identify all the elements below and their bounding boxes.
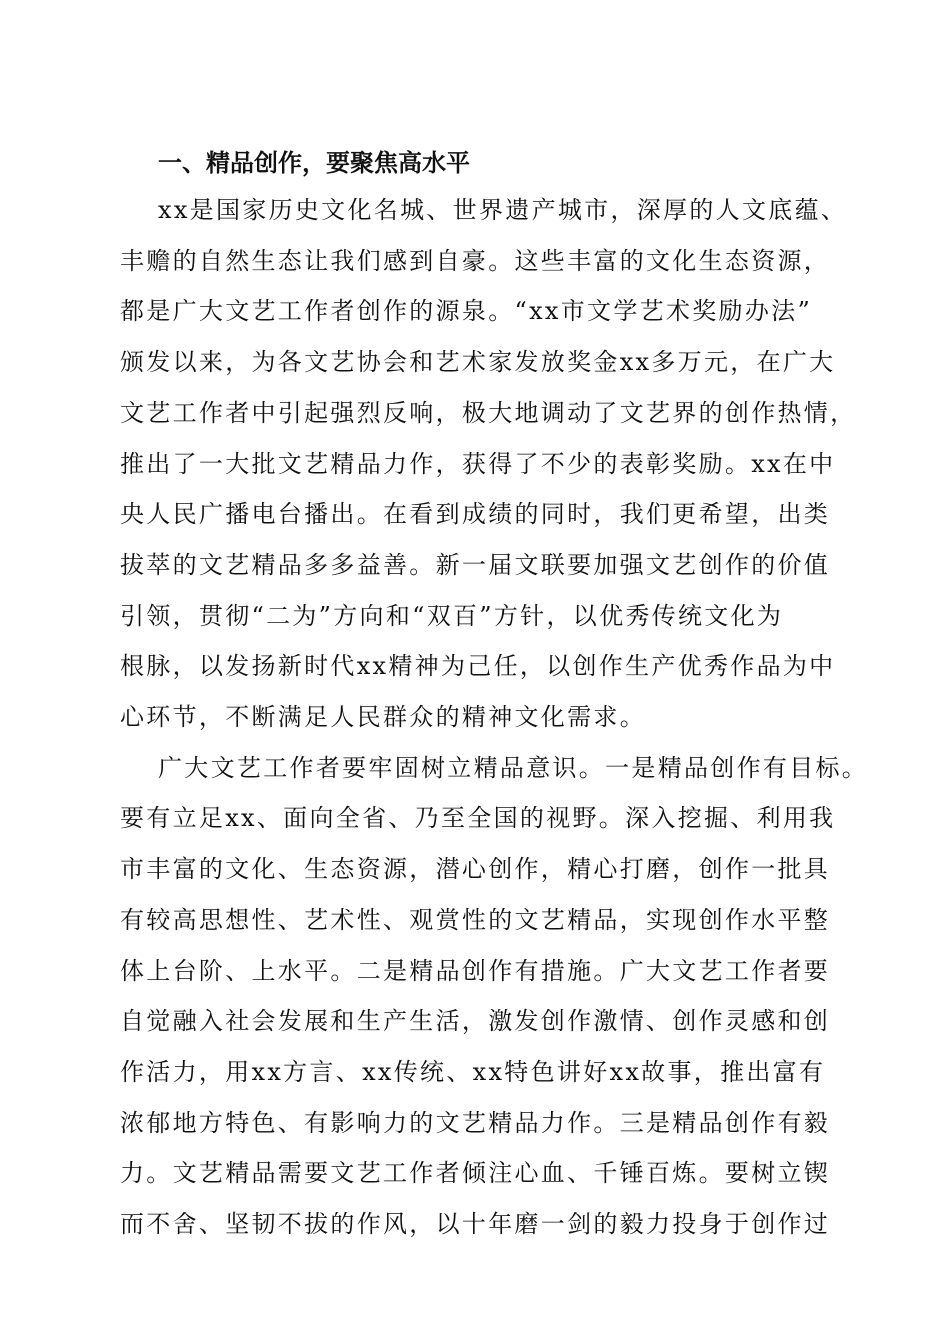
paragraph-line: 丰赡的自然生态让我们感到自豪。这些丰富的文化生态资源，: [120, 246, 831, 275]
paragraph-line: 有较高思想性、艺术性、观赏性的文艺精品，实现创作水平整: [120, 905, 831, 934]
paragraph-1: [120, 185, 857, 743]
paragraph-line: 都是广大文艺工作者创作的源泉。“xx市文学艺术奖励办法”: [120, 297, 813, 326]
paragraph-line: 推出了一大批文艺精品力作，获得了不少的表彰奖励。xx在中: [120, 449, 836, 478]
paragraph-line: 要有立足xx、面向全省、乃至全国的视野。深入挖掘、利用我: [120, 804, 836, 833]
paragraph-line: 根脉，以发扬新时代xx精神为己任，以创作生产优秀作品为中: [120, 652, 836, 681]
paragraph-line: 浓郁地方特色、有影响力的文艺精品力作。三是精品创作有毅: [120, 1108, 831, 1137]
paragraph-line: 颁发以来，为各文艺协会和艺术家发放奖金xx多万元，在广大: [120, 348, 836, 377]
paragraph-line: 文艺工作者中引起强烈反响，极大地调动了文艺界的创作热情，: [120, 398, 857, 427]
paragraph-line: 央人民广播电台播出。在看到成绩的同时，我们更希望，出类: [120, 500, 831, 529]
paragraph-2: [120, 743, 869, 1250]
document-body: [120, 143, 869, 1250]
paragraph-line: 而不舍、坚韧不拔的作风，以十年磨一剑的毅力投身于创作过: [120, 1210, 831, 1239]
paragraph-line: 力。文艺精品需要文艺工作者倾注心血、千锤百炼。要树立锲: [120, 1159, 831, 1188]
paragraph-line: 拔萃的文艺精品多多益善。新一届文联要加强文艺创作的价值: [120, 550, 831, 579]
paragraph-line: xx是国家历史文化名城、世界遗产城市，深厚的人文底蕴、: [158, 196, 848, 224]
paragraph-line: 心环节，不断满足人民群众的精神文化需求。: [120, 703, 646, 732]
section-heading: 一、精品创作，要聚焦高水平: [158, 149, 470, 177]
paragraph-line: 自觉融入社会发展和生产生活，激发创作激情、创作灵感和创: [120, 1007, 831, 1036]
paragraph-line: 市丰富的文化、生态资源，潜心创作，精心打磨，创作一批具: [120, 855, 831, 884]
paragraph-line: 引领，贯彻“二为”方向和“双百”方针，以优秀传统文化为: [120, 601, 784, 630]
paragraph-line: 作活力，用xx方言、xx传统、xx特色讲好xx故事，推出富有: [120, 1057, 826, 1086]
paragraph-line: 广大文艺工作者要牢固树立精品意识。一是精品创作有目标。: [158, 753, 869, 782]
paragraph-line: 体上台阶、上水平。二是精品创作有措施。广大文艺工作者要: [120, 956, 831, 985]
